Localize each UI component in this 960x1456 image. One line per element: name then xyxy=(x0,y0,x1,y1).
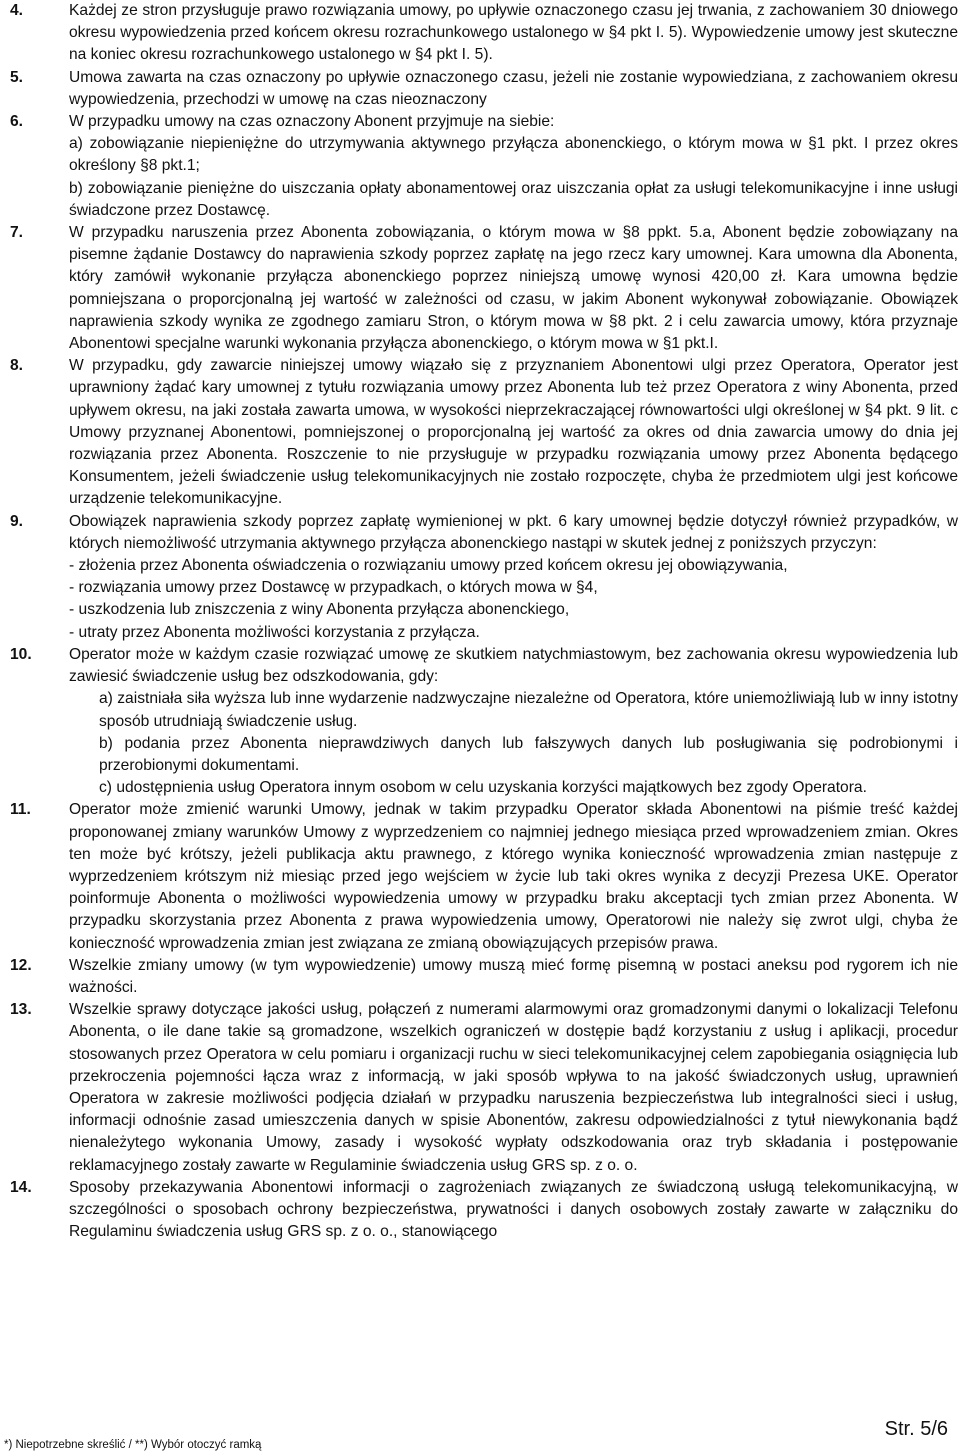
clause-list-item: - uszkodzenia lub zniszczenia z winy Abonenta przyłącza abonenckiego, xyxy=(69,601,570,619)
clause-7 xyxy=(10,222,958,355)
clause-list-item: - złożenia przez Abonenta oświadczenia o rozwiązaniu umowy przed końcem okresu jej obowiązywania, xyxy=(69,557,788,575)
clause-text: W przypadku, gdy zawarcie niniejszej umowy wiązało się z przyznaniem Abonentowi ulgi przez Operatora, Operator jest uprawniony żądać kary umownej z tytułu rozwiązania umowy przez Abonenta lub też przez Operatora z winy Abonenta, przed upływem okresu, na jaki została zawarta umowa, w wysokości nieprzekraczającej równowartości ulgi określonej w §4 pkt. 9 lit. c Umowy przyznanej Abonentowi, pomniejszonej o proporcjonalną jej wartość za okres od dnia zawarcia umowy do dnia jej rozwiązania przez Abonenta. Roszczenie to nie przysługuje w przypadku rozwiązania umowy przez Abonenta będącego Konsumentem, jeżeli świadczenie usług telekomunikacyjnych nie zostało rozpoczęte, chyba że przedmiotem ulgi jest końcowe urządzenie telekomunikacyjne. xyxy=(69,357,958,508)
clause-text: Wszelkie sprawy dotyczące jakości usług, połączeń z numerami alarmowymi oraz gromadzonymi danymi o lokalizacji Telefonu Abonenta, o ile dane takie są gromadzone, wszelkich ograniczeń w dostępie bądź korzystaniu z usług i aplikacji, procedur stosowanych przez Operatora w celu pomiaru i organizacji ruchu w sieci telekomunikacyjnej celem zapobiegania osiągnięcia lub przekroczenia pojemności łącza wraz z informacją, w jaki sposób wpływa to na jakość świadczonych usług, uprawnień Operatora w zakresie możliwości podjęcia działań w przypadku naruszenia bezpieczeństwa lub integralności sieci i usług, informacji odnośnie zasad umieszczenia danych w spisie Abonentów, zakresu odpowiedzialności z tytuł niewykonania bądź nienależytego wykonania Umowy, zasady i wysokość wypłaty odszkodowania oraz tryb składania i postępowanie reklamacyjnego zostały zawarte w Regulaminie świadczenia usług GRS sp. z o. o. xyxy=(69,1001,958,1174)
clause-text: Operator może w każdym czasie rozwiązać umowę ze skutkiem natychmiastowym, bez zachowania okresu wypowiedzenia lub zawiesić świadczenie usług bez odszkodowania, gdy: xyxy=(69,645,958,686)
clause-subpoint: c) udostępnienia usług Operatora innym osobom w celu uzyskania korzyści majątkowych bez zgody Operatora. xyxy=(99,779,867,797)
clause-text: Operator może zmienić warunki Umowy, jednak w takim przypadku Operator składa Abonentowi na piśmie treść każdej proponowanej zmiany warunków Umowy z wyprzedzeniem co najmniej jednego miesiąca przed wprowadzeniem zmian. Okres ten może być krótszy, jeżeli publikacja aktu prawnego, z którego wynika konieczność wprowadzenia zmian następuje z wyprzedzeniem krótszym niż miesiąc przed jego wejściem w życie lub taki okres wynika z decyzji Prezesa UKE. Operator poinformuje Abonenta o możliwości wypowiedzenia umowy w przypadku braku akceptacji tych zmian przez Abonenta. W przypadku skorzystania przez Abonenta z prawa wypowiedzenia umowy, Operatorowi nie należy się zwrot ulgi, chyba że konieczność wprowadzenia zmian jest związana ze zmianą obowiązujących przepisów prawa. xyxy=(69,801,958,952)
clause-13 xyxy=(10,999,958,1177)
clause-5 xyxy=(10,67,958,111)
clause-12 xyxy=(10,955,958,999)
page-footer xyxy=(0,1412,960,1449)
clause-subpoint: b) podania przez Abonenta nieprawdziwych danych lub fałszywych danych lub posługiwania się podrobionymi i przerobionymi dokumentami. xyxy=(99,734,958,774)
clause-number: 9. xyxy=(10,512,24,530)
clause-number: 10. xyxy=(10,645,32,663)
clause-14 xyxy=(10,1177,958,1244)
clause-list-item: - utraty przez Abonenta możliwości korzystania z przyłącza. xyxy=(69,623,480,641)
clause-subpoint: b) zobowiązanie pieniężne do uiszczania opłaty abonamentowej oraz uiszczania opłat za usługi telekomunikacyjne i inne usługi świadczone przez Dostawcę. xyxy=(69,179,958,219)
clause-subpoint: a) zaistniała siła wyższa lub inne wydarzenie nadzwyczajne niezależne od Operatora, które uniemożliwiają lub w inny istotny sposób utrudniają świadczenie usług. xyxy=(99,690,958,730)
clause-number: 13. xyxy=(10,1001,32,1019)
clause-number: 12. xyxy=(10,956,32,974)
clause-4 xyxy=(10,0,958,67)
clause-number: 8. xyxy=(10,357,24,375)
clause-number: 11. xyxy=(10,801,31,819)
clause-number: 14. xyxy=(10,1178,32,1196)
clause-number: 5. xyxy=(10,68,24,86)
clause-text: W przypadku umowy na czas oznaczony Abonent przyjmuje na siebie: xyxy=(69,113,555,131)
clause-11 xyxy=(10,799,958,954)
clause-number: 6. xyxy=(10,113,24,131)
clause-text: Sposoby przekazywania Abonentowi informacji o zagrożeniach związanych ze świadczoną usługą telekomunikacyjną, w szczególności o sposobach ochrony bezpieczeństwa, prywatności i danych osobowych zostały zawarte w załączniku do Regulaminu świadczenia usług GRS sp. z o. o., stanowiącego xyxy=(69,1178,958,1241)
clause-8 xyxy=(10,355,958,510)
clause-number: 4. xyxy=(10,2,24,19)
clause-text: W przypadku naruszenia przez Abonenta zobowiązania, o którym mowa w §8 ppkt. 5.a, Abonent będzie zobowiązany na pisemne żądanie Dostawcy do naprawienia szkody poprzez zapłatę na jego rzecz kary umownej. Kara umowna dla Abonenta, który zamówił wykonanie przyłącza abonenckiego poprzez niniejszą umowę wynosi 420,00 zł. Kara umowna będzie pomniejszana o proporcjonalną jej wartość w zależności od czasu, w jakim Abonent wykonywał zobowiązanie. Obowiązek naprawienia szkody wynika ze zgodnego zamiaru Stron, o którym mowa w §8 pkt. 2 i celu zawarcia umowy, która przyznaje Abonentowi specjalne warunki wykonania przyłącza abonenckiego, o którym mowa w §1 pkt.I. xyxy=(69,224,958,353)
clause-10 xyxy=(10,644,958,799)
clause-text: Wszelkie zmiany umowy (w tym wypowiedzenie) umowy muszą mieć formę pisemną w postaci aneksu pod rygorem ich nie ważności. xyxy=(69,956,958,996)
clause-number: 7. xyxy=(10,224,24,242)
clause-text: Obowiązek naprawienia szkody poprzez zapłatę wymienionej w pkt. 6 kary umownej będzie dotyczył również przypadków, w których niemożliwość utrzymania aktywnego przyłącza abonenckiego nastąpi w skutek jednej z poniższych przyczyn: xyxy=(69,512,958,552)
page-number: Str. 5/6 xyxy=(884,1418,948,1440)
document-body xyxy=(10,0,958,1243)
clause-text: Każdej ze stron przysługuje prawo rozwiązania umowy, po upływie oznaczonego czasu jej trwania, z zachowaniem 30 dniowego okresu wypowiedzenia przed końcem okresu rozrachunkowego ustalonego w §4 pkt I. 5). Wypowiedzenie umowy jest skuteczne na koniec okresu rozrachunkowego ustalonego w §4 pkt I. 5). xyxy=(69,2,958,64)
clause-6 xyxy=(10,111,958,222)
clause-text: Umowa zawarta na czas oznaczony po upływie oznaczonego czasu, jeżeli nie zostanie wypowiedziana, z zachowaniem okresu wypowiedzenia, przechodzi w umowę na czas nieoznaczony xyxy=(69,68,958,108)
clause-list-item: - rozwiązania umowy przez Dostawcę w przypadkach, o których mowa w §4, xyxy=(69,579,598,597)
clause-subpoint: a) zobowiązanie niepieniężne do utrzymywania aktywnego przyłącza abonenckiego, o którym mowa w §1 pkt. I przez okres określony §8 pkt.1; xyxy=(69,135,958,175)
clause-9 xyxy=(10,511,958,644)
footnote: *) Niepotrzebne skreślić / **) Wybór otoczyć ramką xyxy=(4,1439,262,1451)
